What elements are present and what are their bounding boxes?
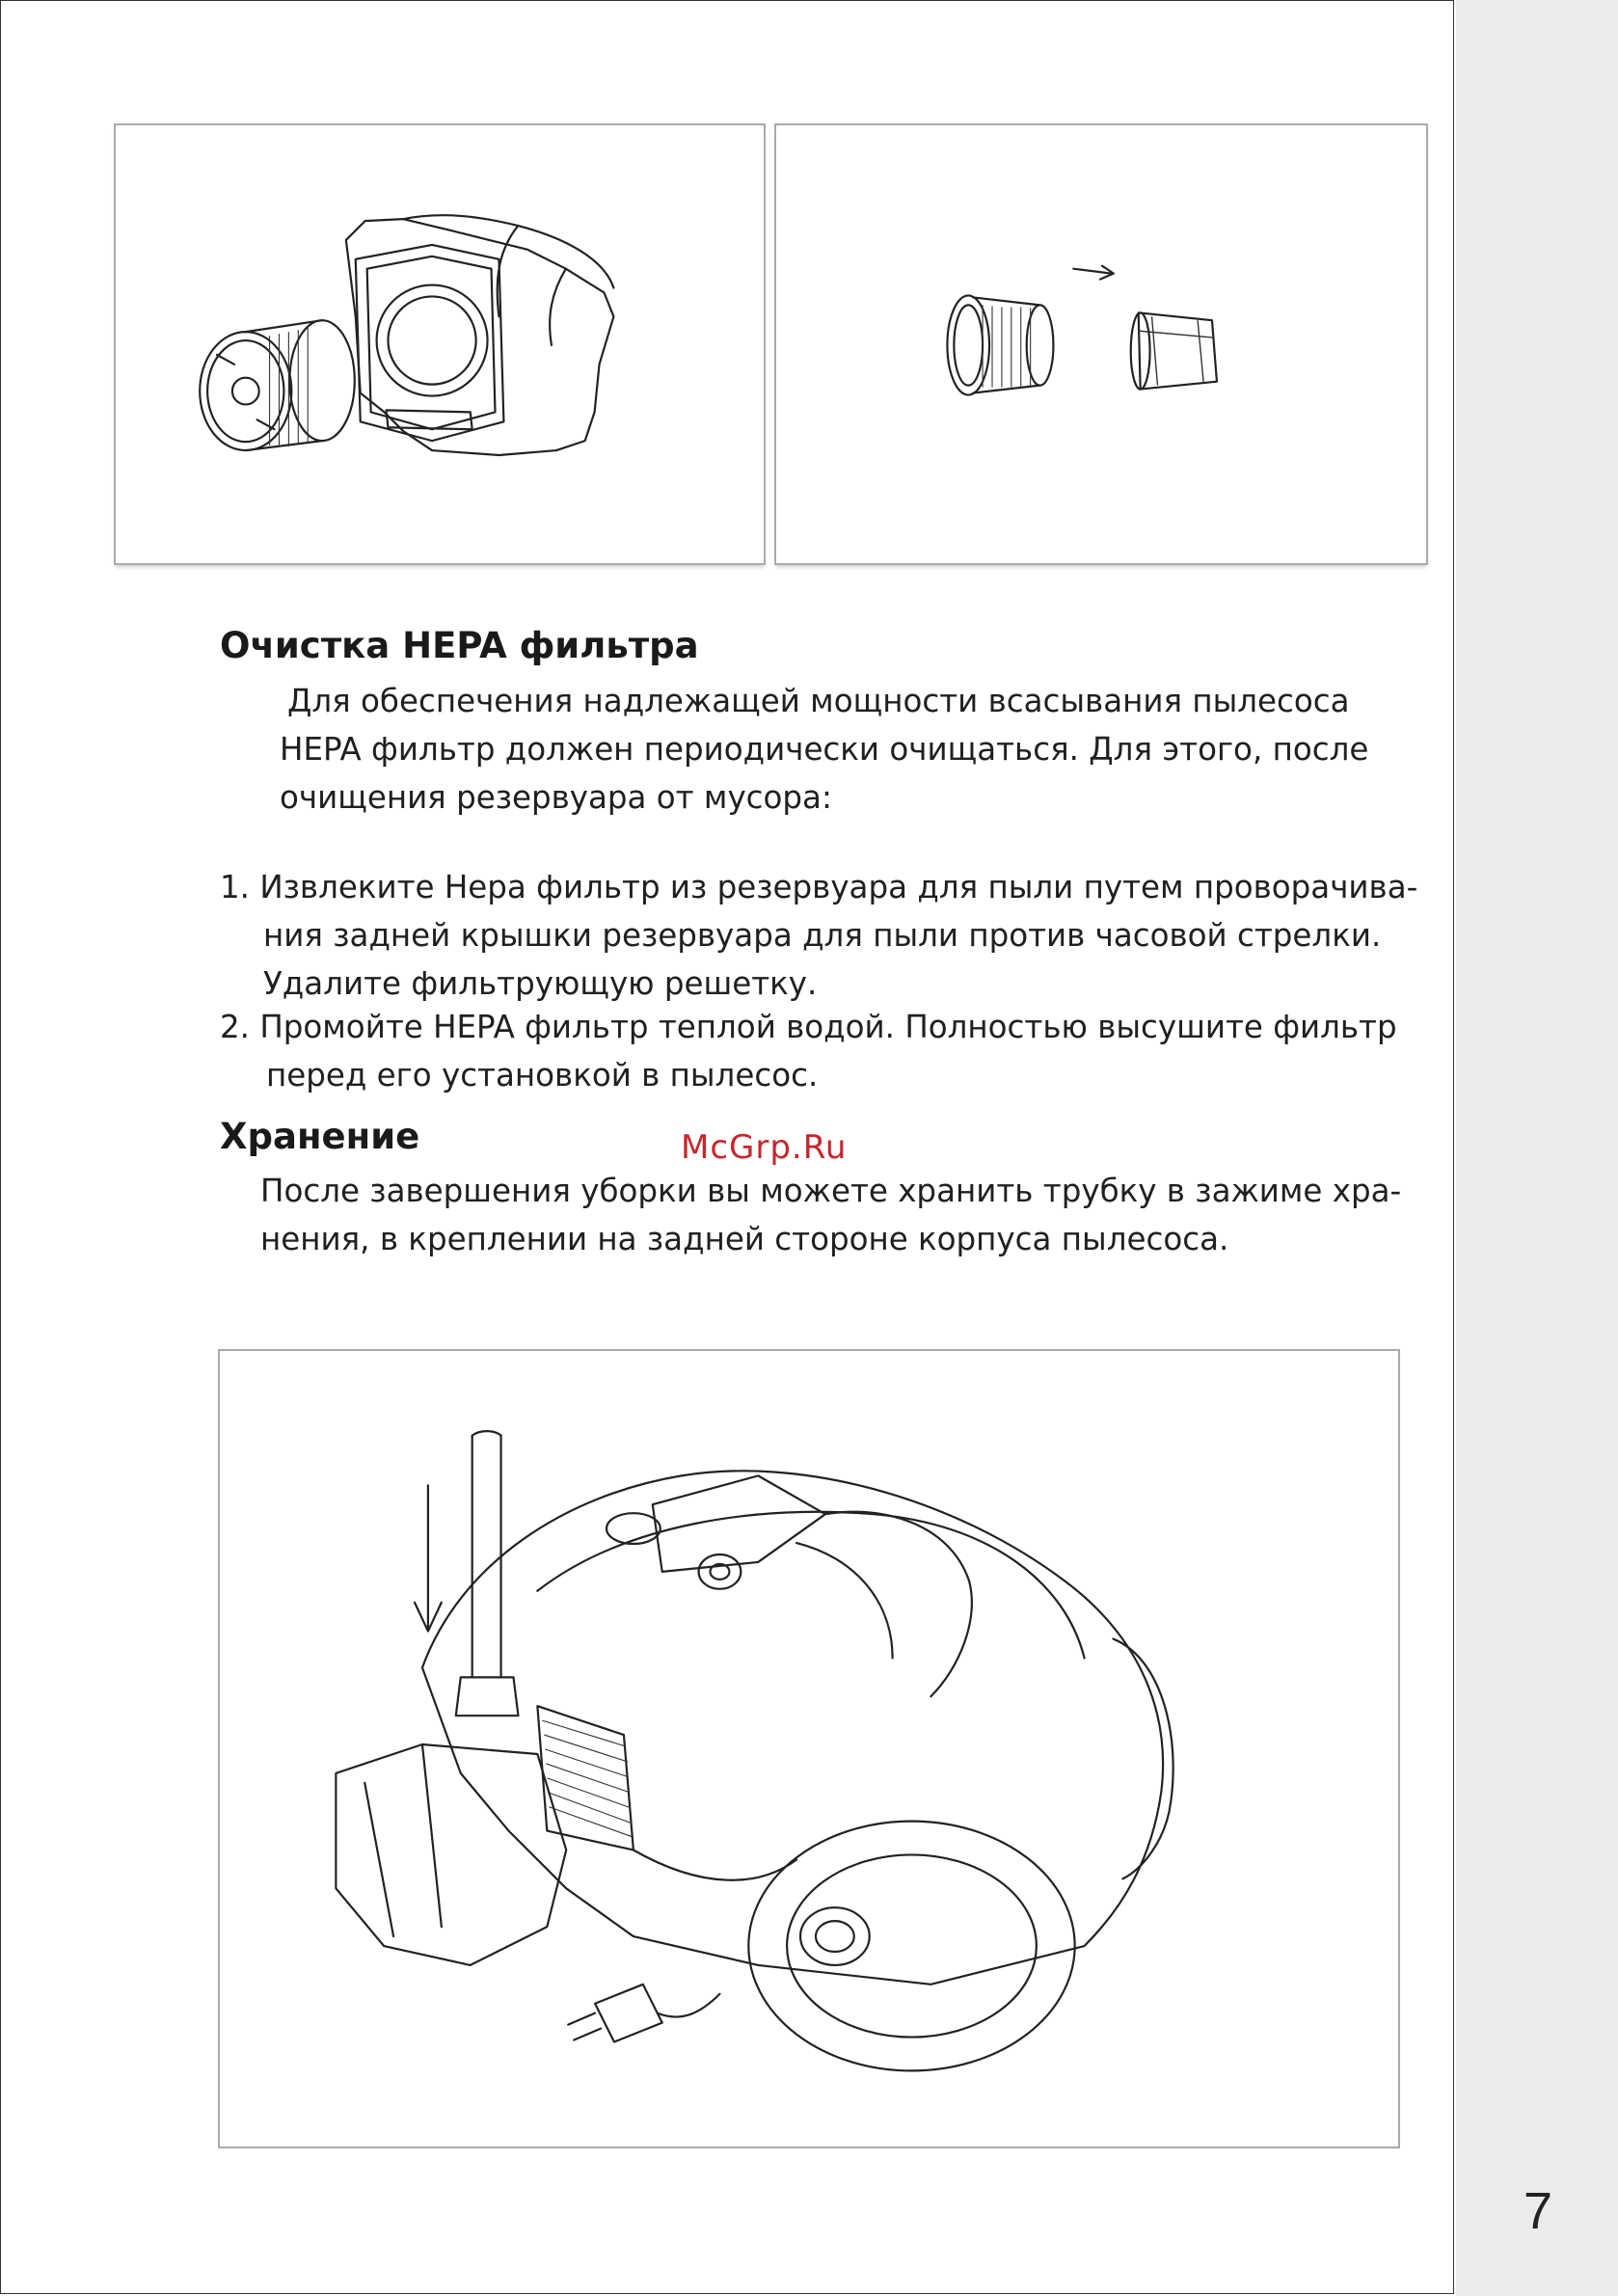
vacuum-storage-clip-icon bbox=[220, 1351, 1398, 2147]
page-number: 7 bbox=[1523, 2182, 1553, 2240]
vacuum-dust-container-open-icon bbox=[116, 125, 764, 563]
hepa-intro-line: HEPA фильтр должен периодически очищаться. Для этого, после bbox=[280, 731, 1369, 768]
filter-parts-figure bbox=[774, 123, 1428, 565]
hepa-section-title: Очистка HEPA фильтра bbox=[220, 625, 699, 666]
page-sidebar bbox=[1456, 0, 1618, 2296]
step-line: 2. Промойте HEPA фильтр теплой водой. Полностью высушите фильтр bbox=[220, 1009, 1397, 1045]
hepa-step-1 bbox=[220, 863, 1417, 1008]
step-line: перед его установкой в пылесос. bbox=[266, 1057, 819, 1094]
hepa-intro bbox=[280, 677, 1368, 822]
storage-text bbox=[260, 1167, 1401, 1263]
filter-removal-figure bbox=[114, 123, 766, 565]
storage-figure bbox=[218, 1349, 1400, 2148]
watermark: McGrp.Ru bbox=[681, 1128, 848, 1167]
storage-line: нения, в креплении на задней стороне корпуса пылесоса. bbox=[260, 1221, 1229, 1257]
hepa-intro-line: Для обеспечения надлежащей мощности всасывания пылесоса bbox=[287, 683, 1350, 719]
hepa-intro-line: очищения резервуара от мусора: bbox=[280, 779, 832, 816]
storage-line: После завершения уборки вы можете хранить трубку в зажиме хра- bbox=[260, 1173, 1402, 1209]
hepa-filter-separated-icon bbox=[776, 125, 1426, 563]
step-line: Удалите фильтрующую решетку. bbox=[263, 965, 818, 1002]
storage-section-title: Хранение bbox=[220, 1116, 420, 1157]
step-line: ния задней крышки резервуара для пыли против часовой стрелки. bbox=[263, 917, 1382, 954]
hepa-step-2 bbox=[220, 1003, 1397, 1099]
step-line: 1. Извлеките Hepa фильтр из резервуара для пыли путем проворачива- bbox=[220, 869, 1418, 905]
